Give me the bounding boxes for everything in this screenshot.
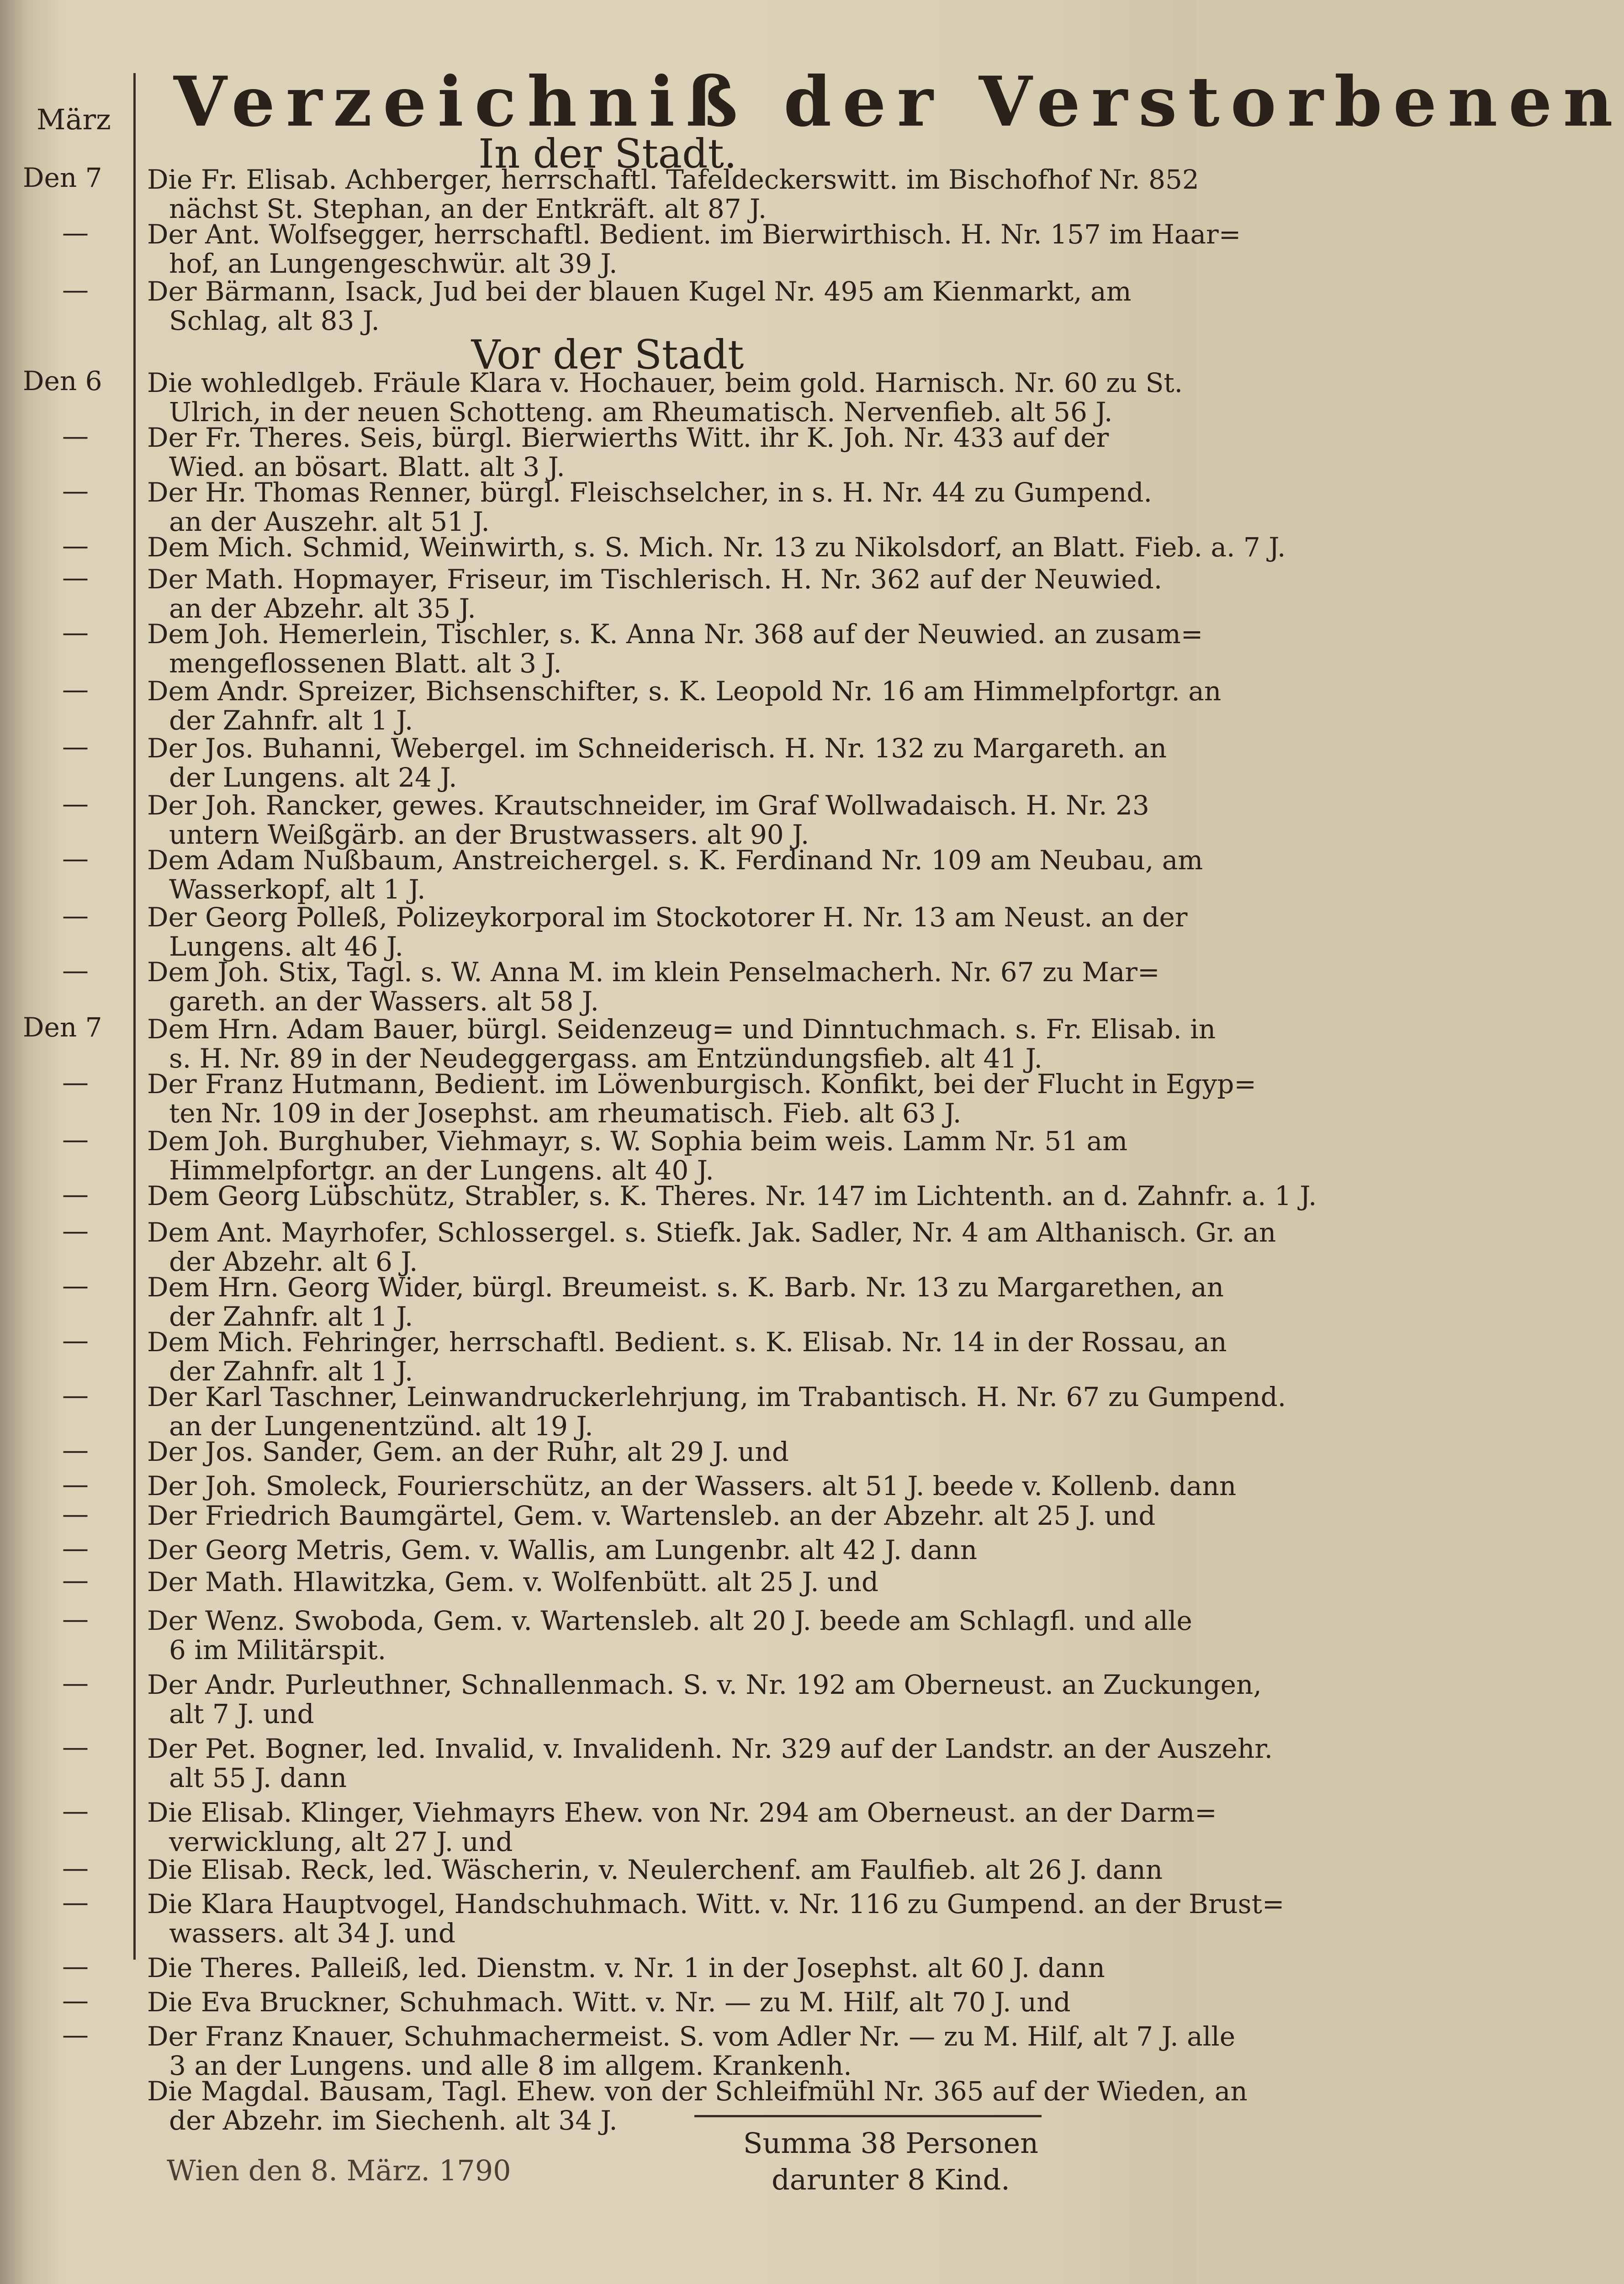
entry-date: Den 6 (23, 365, 102, 397)
entry-text-line2: Himmelpfortgr. an der Lungens. alt 40 J. (169, 1155, 714, 1186)
entry-date: — (62, 2019, 89, 2050)
entry-text-line1: Der Franz Hutmann, Bedient. im Löwenburgisch. Konfikt, bei der Flucht in Egyp= (147, 1068, 1257, 1100)
entry-date: — (62, 1795, 89, 1826)
place-date-footer: Wien den 8. März. 1790 (167, 2154, 511, 2187)
entry-text-line1: Der Joh. Smoleck, Fourierschütz, an der Wassers. alt 51 J. beede v. Kollenb. dann (147, 1470, 1237, 1502)
entry-text-line2: alt 7 J. und (169, 1698, 314, 1729)
entry-text-line1: Der Fr. Theres. Seis, bürgl. Bierwierths Witt. ihr K. Joh. Nr. 433 auf der (147, 422, 1109, 453)
entry-text-line2: nächst St. Stephan, an der Entkräft. alt 87 J. (169, 193, 767, 224)
entry-date: — (62, 1731, 89, 1762)
entry-text-line1: Die Theres. Palleiß, led. Dienstm. v. Nr. 1 in der Josephst. alt 60 J. dann (147, 1952, 1105, 1983)
entry-text-line1: Dem Joh. Stix, Tagl. s. W. Anna M. im klein Penselmacherh. Nr. 67 zu Mar= (147, 957, 1160, 988)
entry-date: — (62, 1533, 89, 1564)
entry-date: — (62, 674, 89, 705)
entry-text-line2: wassers. alt 34 J. und (169, 1918, 456, 1949)
entry-text-line1: Dem Adam Nußbaum, Anstreichergel. s. K. Ferdinand Nr. 109 am Neubau, am (147, 845, 1203, 876)
entry-text-line2: der Zahnfr. alt 1 J. (169, 1301, 413, 1332)
entry-text-line1: Die wohledlgeb. Fräule Klara v. Hochauer, beim gold. Harnisch. Nr. 60 zu St. (147, 367, 1183, 398)
entry-text-line1: Dem Hrn. Adam Bauer, bürgl. Seidenzeug= und Dinntuchmach. s. Fr. Elisab. in (147, 1014, 1216, 1045)
entry-date: — (62, 731, 89, 762)
entry-text-line2: s. H. Nr. 89 in der Neudeggergass. am Entzündungsfieb. alt 41 J. (169, 1043, 1042, 1074)
entry-text-line2: mengeflossenen Blatt. alt 3 J. (169, 648, 562, 679)
section-heading-suburb: Vor der Stadt (471, 331, 744, 378)
entry-date: — (62, 1498, 89, 1529)
entry-date: — (62, 1667, 89, 1698)
section-heading-city: In der Stadt. (478, 130, 737, 177)
entry-text-line1: Der Hr. Thomas Renner, bürgl. Fleischselcher, in s. H. Nr. 44 zu Gumpend. (147, 477, 1152, 508)
entry-text-line1: Die Fr. Elisab. Achberger, herrschaftl. Tafeldeckerswitt. im Bischofhof Nr. 852 (147, 164, 1199, 195)
entry-text-line2: verwicklung, alt 27 J. und (169, 1826, 513, 1857)
entry-text-line1: Der Bärmann, Isack, Jud bei der blauen Kugel Nr. 495 am Kienmarkt, am (147, 276, 1132, 307)
entry-text-line2: hof, an Lungengeschwür. alt 39 J. (169, 248, 618, 279)
entry-text-line1: Die Elisab. Reck, led. Wäscherin, v. Neulerchenf. am Faulfieb. alt 26 J. dann (147, 1854, 1163, 1885)
entry-text-line1: Der Jos. Buhanni, Webergel. im Schneiderisch. H. Nr. 132 zu Margareth. an (147, 733, 1167, 764)
entry-date: — (62, 1603, 89, 1634)
month-heading: März (37, 103, 111, 136)
entry-date: — (62, 1270, 89, 1301)
entry-text-line2: Ulrich, in der neuen Schotteng. am Rheumatisch. Nervenfieb. alt 56 J. (169, 397, 1113, 428)
entry-date: — (62, 955, 89, 986)
summa-total: Summa 38 Personen (743, 2126, 1039, 2160)
summary-rule (694, 2115, 1042, 2117)
entry-date: — (62, 1469, 89, 1500)
entry-text-line2: 3 an der Lungens. und alle 8 im allgem. Krankenh. (169, 2050, 852, 2081)
entry-text-line2: an der Abzehr. alt 35 J. (169, 593, 476, 624)
entry-text-line1: Der Pet. Bogner, led. Invalid, v. Invalidenh. Nr. 329 auf der Landstr. an der Auszehr. (147, 1733, 1273, 1764)
entry-text-line1: Der Andr. Purleuthner, Schnallenmach. S. v. Nr. 192 am Oberneust. an Zuckungen, (147, 1669, 1262, 1700)
entry-text-line1: Der Franz Knauer, Schuhmachermeist. S. vom Adler Nr. — zu M. Hilf, alt 7 J. alle (147, 2021, 1236, 2052)
entry-text-line2: 6 im Militärspit. (169, 1634, 386, 1665)
entry-date: — (62, 1124, 89, 1155)
entry-date: — (62, 617, 89, 648)
entry-date: — (62, 530, 89, 561)
entry-date: Den 7 (23, 1012, 102, 1043)
entry-date: — (62, 217, 89, 248)
entry-date: Den 7 (23, 162, 102, 193)
entry-text-line1: Die Eva Bruckner, Schuhmach. Witt. v. Nr. — zu M. Hilf, alt 70 J. und (147, 1987, 1071, 2018)
entry-date: — (62, 1325, 89, 1356)
entry-text-line1: Der Jos. Sander, Gem. an der Ruhr, alt 29 J. und (147, 1436, 789, 1467)
entry-date: — (62, 788, 89, 819)
entry-text-line1: Dem Mich. Fehringer, herrschaftl. Bedient. s. K. Elisab. Nr. 14 in der Rossau, an (147, 1327, 1227, 1358)
entry-text-line1: Die Magdal. Bausam, Tagl. Ehew. von der Schleifmühl Nr. 365 auf der Wieden, an (147, 2076, 1248, 2107)
entry-text-line1: Der Georg Polleß, Polizeykorporal im Stockotorer H. Nr. 13 am Neust. an der (147, 902, 1188, 933)
entry-date: — (62, 1887, 89, 1918)
entry-text-line2: an der Auszehr. alt 51 J. (169, 506, 490, 537)
entry-text-line2: Wied. an bösart. Blatt. alt 3 J. (169, 451, 565, 482)
entry-text-line2: der Zahnfr. alt 1 J. (169, 1356, 413, 1387)
page-title: Verzeichniß der Verstorbenen (174, 62, 1624, 142)
entry-text-line1: Die Elisab. Klinger, Viehmayrs Ehew. von Nr. 294 am Oberneust. an der Darm= (147, 1797, 1217, 1828)
entry-date: — (62, 475, 89, 506)
entry-date: — (62, 1380, 89, 1411)
entry-date: — (62, 843, 89, 874)
entry-date: — (62, 420, 89, 451)
entry-text-line2: gareth. an der Wassers. alt 58 J. (169, 986, 599, 1017)
summa-children: darunter 8 Kind. (772, 2163, 1010, 2196)
entry-text-line2: der Abzehr. im Siechenh. alt 34 J. (169, 2105, 618, 2136)
entry-text-line1: Der Wenz. Swoboda, Gem. v. Wartensleb. alt 20 J. beede am Schlagfl. und alle (147, 1605, 1192, 1636)
entry-date: — (62, 1985, 89, 2016)
entry-text-line1: Der Math. Hopmayer, Friseur, im Tischlerisch. H. Nr. 362 auf der Neuwied. (147, 564, 1163, 595)
entry-text-line2: ten Nr. 109 in der Josephst. am rheumatisch. Fieb. alt 63 J. (169, 1098, 962, 1129)
entry-date: — (62, 900, 89, 931)
entry-text-line2: der Abzehr. alt 6 J. (169, 1246, 418, 1277)
entry-text-line1: Der Joh. Rancker, gewes. Krautschneider, im Graf Wollwadaisch. H. Nr. 23 (147, 790, 1149, 821)
entry-text-line1: Der Ant. Wolfsegger, herrschaftl. Bedient. im Bierwirthisch. H. Nr. 157 im Haar= (147, 219, 1241, 250)
entry-text-line2: an der Lungenentzünd. alt 19 J. (169, 1411, 593, 1442)
entry-text-line2: Wasserkopf, alt 1 J. (169, 874, 426, 905)
entry-text-line1: Der Karl Taschner, Leinwandruckerlehrjung, im Trabantisch. H. Nr. 67 zu Gumpend. (147, 1381, 1286, 1412)
entry-date: — (62, 562, 89, 593)
entry-text-line1: Dem Joh. Hemerlein, Tischler, s. K. Anna Nr. 368 auf der Neuwied. an zusam= (147, 619, 1203, 650)
entry-date: — (62, 1179, 89, 1210)
entry-text-line1: Dem Ant. Mayrhofer, Schlossergel. s. Stiefk. Jak. Sadler, Nr. 4 am Althanisch. Gr. an (147, 1217, 1276, 1248)
entry-text-line1: Der Friedrich Baumgärtel, Gem. v. Wartensleb. an der Abzehr. alt 25 J. und (147, 1500, 1156, 1531)
entry-text-line1: Die Klara Hauptvogel, Handschuhmach. Witt. v. Nr. 116 zu Gumpend. an der Brust= (147, 1888, 1285, 1919)
entry-date: — (62, 274, 89, 305)
entry-text-line1: Der Georg Metris, Gem. v. Wallis, am Lungenbr. alt 42 J. dann (147, 1534, 978, 1565)
entry-text-line1: Dem Joh. Burghuber, Viehmayr, s. W. Sophia beim weis. Lamm Nr. 51 am (147, 1126, 1128, 1157)
entry-date: — (62, 1434, 89, 1465)
entry-date: — (62, 1852, 89, 1883)
entry-text-line2: der Zahnfr. alt 1 J. (169, 705, 413, 736)
entry-date: — (62, 1215, 89, 1246)
entry-date: — (62, 1067, 89, 1098)
entry-date: — (62, 1951, 89, 1982)
entry-text-line2: Schlag, alt 83 J. (169, 305, 380, 336)
entry-text-line1: Der Math. Hlawitzka, Gem. v. Wolfenbütt. alt 25 J. und (147, 1566, 878, 1597)
entry-text-line1: Dem Mich. Schmid, Weinwirth, s. S. Mich. Nr. 13 zu Nikolsdorf, an Blatt. Fieb. a. 7 J. (147, 532, 1286, 563)
entry-text-line1: Dem Hrn. Georg Wider, bürgl. Breumeist. s. K. Barb. Nr. 13 zu Margarethen, an (147, 1272, 1224, 1303)
date-column-divider (133, 73, 136, 1960)
entry-text-line2: der Lungens. alt 24 J. (169, 762, 457, 793)
entry-date: — (62, 1565, 89, 1596)
entry-text-line1: Dem Andr. Spreizer, Bichsenschifter, s. K. Leopold Nr. 16 am Himmelpfortgr. an (147, 676, 1222, 707)
entry-text-line2: alt 55 J. dann (169, 1762, 347, 1793)
entry-text-line1: Dem Georg Lübschütz, Strabler, s. K. Theres. Nr. 147 im Lichtenth. an d. Zahnfr. a. 1 J. (147, 1180, 1317, 1211)
entry-text-line2: Lungens. alt 46 J. (169, 931, 403, 962)
entry-text-line2: untern Weißgärb. an der Brustwassers. alt 90 J. (169, 819, 809, 850)
